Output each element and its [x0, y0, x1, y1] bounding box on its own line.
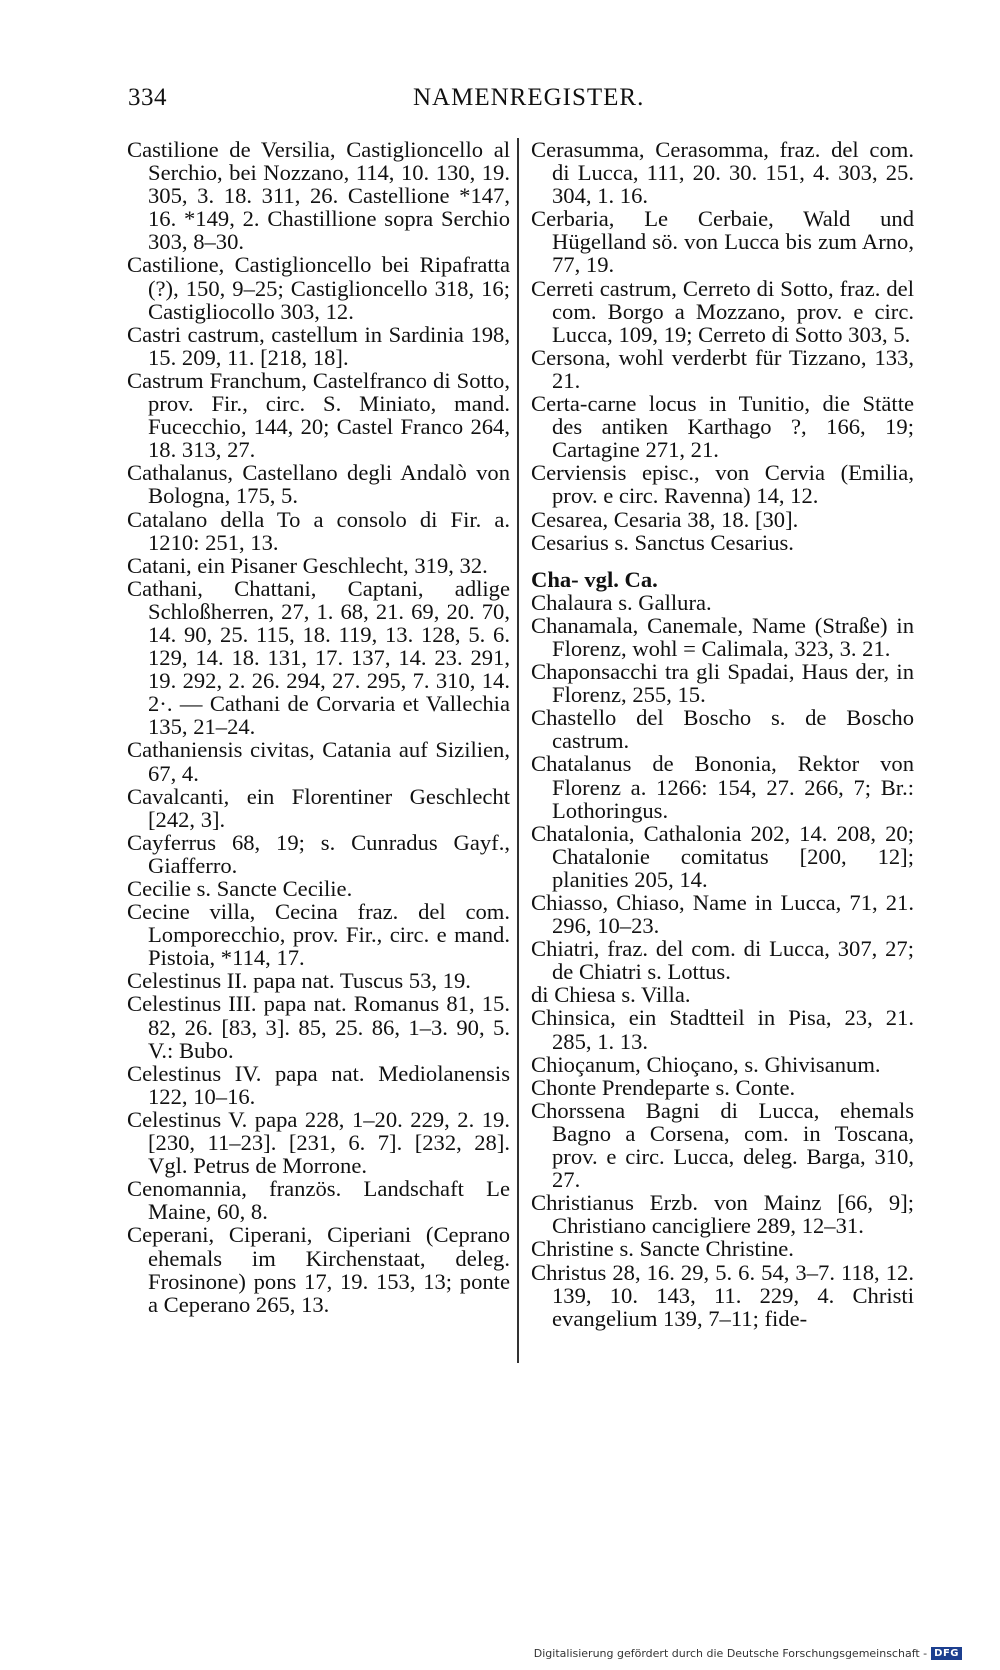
index-entry: Chaponsacchi tra gli Spadai, Haus der, in Florenz, 255, 15.: [531, 659, 914, 708]
index-entry: Cerviensis episc., von Cervia (Emilia, prov. e circ. Ravenna) 14, 12.: [531, 460, 914, 509]
index-entry: Castrum Franchum, Castelfranco di Sotto, prov. Fir., circ. S. Miniato, mand. Fucecchio, 144, 20; Castel Franco 264, 18. 313, 27.: [127, 367, 510, 463]
index-entry: Catani, ein Pisaner Geschlecht, 319, 32.: [127, 552, 488, 578]
index-entry: Cavalcanti, ein Florentiner Geschlecht [242, 3].: [127, 783, 510, 832]
index-entry: Chinsica, ein Stadtteil in Pisa, 23, 21. 285, 1. 13.: [531, 1005, 914, 1054]
index-entry: Cerbaria, Le Cerbaie, Wald und Hügelland sö. von Lucca bis zum Arno, 77, 19.: [531, 206, 914, 278]
right-column: [531, 138, 914, 1330]
index-entry: Cesarea, Cesaria 38, 18. [30].: [531, 506, 799, 532]
index-entry: Chiasso, Chiaso, Name in Lucca, 71, 21. 296, 10–23.: [531, 890, 914, 939]
index-entry: Cha- vgl. Ca.: [531, 566, 658, 592]
index-entry: Cerreti castrum, Cerreto di Sotto, fraz. del com. Borgo a Mozzano, prov. e circ. Lucca, 109, 19; Cerreto di Sotto 303, 5.: [531, 275, 914, 347]
index-entry: Celestinus III. papa nat. Romanus 81, 15. 82, 26. [83, 3]. 85, 25. 86, 1–3. 90, 5. V.: Bubo.: [127, 991, 510, 1063]
index-entry: Celestinus IV. papa nat. Mediolanensis 122, 10–16.: [127, 1060, 510, 1109]
index-entry: Certa-carne locus in Tunitio, die Stätte des antiken Karthago ?, 166, 19; Cartagine 271, 21.: [531, 391, 914, 463]
index-entry: Christine s. Sancte Christine.: [531, 1236, 794, 1262]
index-entry: di Chiesa s. Villa.: [531, 982, 691, 1008]
index-entry: Chalaura s. Gallura.: [531, 589, 712, 615]
index-entry: Celestinus V. papa 228, 1–20. 229, 2. 19. [230, 11–23]. [231, 6. 7]. [232, 28]. Vgl. Petrus de Morrone.: [127, 1106, 510, 1179]
index-entry: Cathaniensis civitas, Catania auf Sizilien, 67, 4.: [127, 737, 510, 786]
index-entry: Castilione de Versilia, Castiglioncello al Serchio, bei Nozzano, 114, 10. 130, 19. 305, 3. 18. 311, 26. Castellione *147, 16. *149, 2. Chastillione sopra Serchio 303, 8–30.: [127, 137, 510, 255]
index-entry: Cayferrus 68, 19; s. Cunradus Gayf., Giafferro.: [127, 829, 510, 878]
footer-text: Digitalisierung gefördert durch die Deutsche Forschungsgemeinschaft -: [533, 1647, 928, 1660]
index-entry: Chatalonia, Cathalonia 202, 14. 208, 20; Chatalonie comitatus [200, 12]; planities 205, 14.: [531, 820, 914, 892]
index-entry: Cesarius s. Sanctus Cesarius.: [531, 529, 794, 555]
index-entry: Catalano della To a consolo di Fir. a. 1210: 251, 13.: [127, 506, 510, 555]
index-entry: Chiatri, fraz. del com. di Lucca, 307, 27; de Chiatri s. Lottus.: [531, 936, 914, 985]
index-entry: Cersona, wohl verderbt für Tizzano, 133, 21.: [531, 344, 914, 393]
index-entry: Chatalanus de Bononia, Rektor von Florenz a. 1266: 154, 27. 266, 7; Br.: Lothoringus.: [531, 751, 914, 823]
index-entry: Cathalanus, Castellano degli Andalò von Bologna, 175, 5.: [127, 460, 510, 509]
page-number: 334: [128, 84, 167, 111]
page-header: [128, 84, 928, 120]
left-column: [127, 138, 510, 1316]
index-entry: Cecine villa, Cecina fraz. del com. Lomporecchio, prov. Fir., circ. e mand. Pistoia, *114, 17.: [127, 899, 510, 971]
index-entry: Cenomannia, französ. Landschaft Le Maine, 60, 8.: [127, 1176, 510, 1225]
dfg-logo: DFG: [931, 1647, 962, 1660]
index-entry: Chonte Prendeparte s. Conte.: [531, 1074, 796, 1100]
index-entry: Castilione, Castiglioncello bei Ripafratta (?), 150, 9–25; Castiglioncello 318, 16; Castigliocollo 303, 12.: [127, 252, 510, 324]
footer: [534, 1647, 962, 1660]
index-entry: Castri castrum, castellum in Sardinia 198, 15. 209, 11. [218, 18].: [127, 321, 510, 370]
page-title: NAMENREGISTER.: [413, 84, 645, 111]
index-entry: Chorssena Bagni di Lucca, ehemals Bagno a Corsena, com. in Toscana, prov. e circ. Lucca, deleg. Barga, 310, 27.: [531, 1097, 914, 1193]
index-entry: Chanamala, Canemale, Name (Straße) in Florenz, wohl = Calimala, 323, 3. 21.: [531, 612, 914, 661]
index-entry: Cecilie s. Sancte Cecilie.: [127, 876, 353, 901]
index-entry: Cathani, Chattani, Captani, adlige Schloßherren, 27, 1. 68, 21. 69, 20. 70, 14. 90, 25. 115, 18. 119, 13. 128, 5. 6. 129, 14. 18. 131, 17. 137, 14. 23. 291, 19. 292, 2. 26. 294, 27. 295, 7. 310, 14. 2·. — Cathani de Corvaria et Vallechia 135, 21–24.: [127, 575, 510, 740]
column-divider: [517, 138, 519, 1363]
index-entry: Celestinus II. papa nat. Tuscus 53, 19.: [127, 968, 471, 994]
index-entry: Chastello del Boscho s. de Boscho castrum.: [531, 705, 914, 754]
index-entry: Ceperani, Ciperani, Ciperiani (Ceprano ehemals im Kirchenstaat, deleg. Frosinone) pons 17, 19. 153, 13; ponte a Ceperano 265, 13.: [127, 1222, 510, 1317]
index-entry: Cerasumma, Cerasomma, fraz. del com. di Lucca, 111, 20. 30. 151, 4. 303, 25. 304, 1. 16.: [531, 137, 914, 209]
index-entry: Christianus Erzb. von Mainz [66, 9]; Christiano cancigliere 289, 12–31.: [531, 1190, 914, 1239]
index-entry: Chioçanum, Chioçano, s. Ghivisanum.: [531, 1051, 881, 1077]
index-entry: Christus 28, 16. 29, 5. 6. 54, 3–7. 118, 12. 139, 10. 143, 11. 229, 4. Christi evangelium 139, 7–11; fide-: [531, 1259, 914, 1331]
